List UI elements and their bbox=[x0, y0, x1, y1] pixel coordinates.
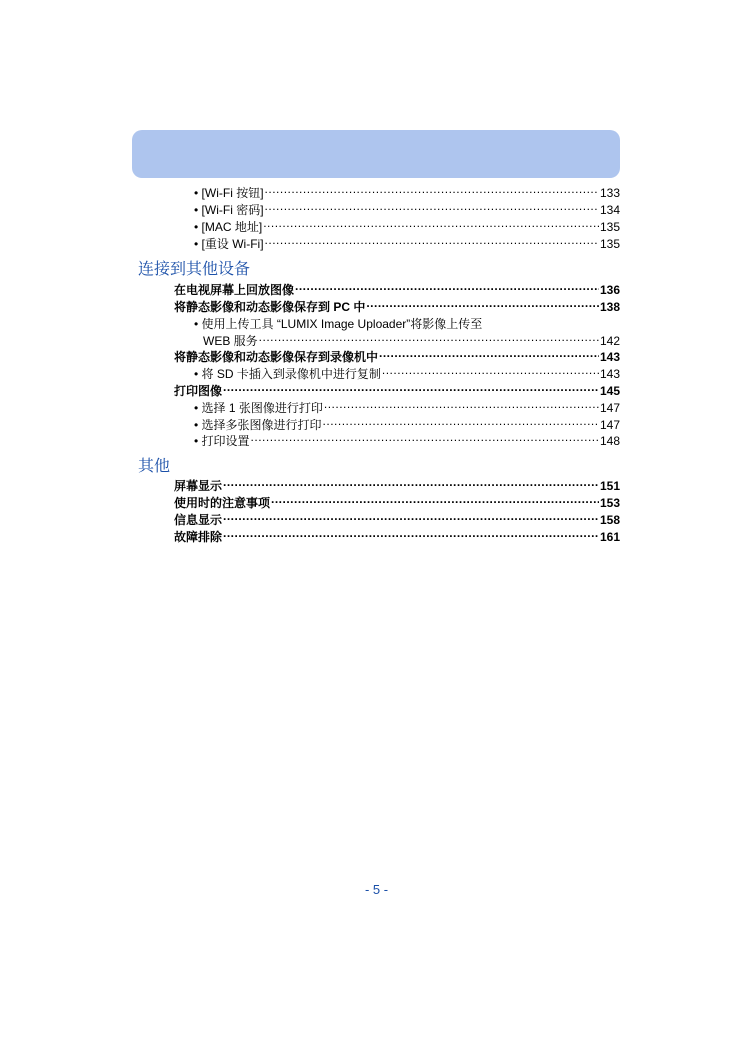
toc-entry-wifi-password[interactable] bbox=[194, 202, 620, 219]
toc-entry-page: 148 bbox=[599, 434, 620, 448]
toc-entry-print-settings[interactable] bbox=[194, 433, 620, 450]
toc-entry-uploader-line1[interactable]: • 使用上传工具 “LUMIX Image Uploader”将影像上传至 bbox=[194, 317, 483, 331]
toc-entry-page: 147 bbox=[599, 401, 620, 415]
toc-entry-label: • [MAC 地址] bbox=[194, 220, 263, 234]
leader-dots bbox=[223, 478, 599, 490]
header-banner bbox=[132, 130, 620, 178]
toc-entry-page: 153 bbox=[599, 496, 620, 510]
toc-entry-label: 信息显示 bbox=[174, 513, 223, 527]
toc-entry-label: 故障排除 bbox=[174, 530, 223, 544]
toc-entry-page: 135 bbox=[599, 237, 620, 251]
toc-entry-page: 138 bbox=[599, 300, 620, 314]
leader-dots bbox=[223, 383, 599, 395]
toc-entry-page: 143 bbox=[599, 350, 620, 364]
toc-entry-wifi-button[interactable] bbox=[194, 185, 620, 202]
toc-entry-label: 将静态影像和动态影像保存到 PC 中 bbox=[174, 300, 366, 314]
toc-entry-sd-copy[interactable] bbox=[194, 366, 620, 383]
toc-entry-page: 136 bbox=[599, 283, 620, 297]
leader-dots bbox=[251, 433, 599, 445]
toc-entry-save-to-recorder[interactable] bbox=[174, 349, 620, 366]
toc-entry-print-images[interactable] bbox=[174, 383, 620, 400]
toc-entry-troubleshooting[interactable] bbox=[174, 529, 620, 546]
leader-dots bbox=[223, 512, 599, 524]
section-title-connect-devices: 连接到其他设备 bbox=[138, 261, 251, 278]
leader-dots bbox=[265, 185, 599, 197]
toc-entry-print-single[interactable] bbox=[194, 400, 620, 417]
toc-entry-label: • [Wi-Fi 密码] bbox=[194, 203, 264, 217]
leader-dots bbox=[223, 529, 599, 541]
leader-dots bbox=[259, 333, 599, 345]
toc-entry-message-display[interactable] bbox=[174, 512, 620, 529]
toc-entry-tv-playback[interactable] bbox=[174, 282, 620, 299]
toc-entry-precautions[interactable] bbox=[174, 495, 620, 512]
toc-entry-page: 142 bbox=[599, 334, 620, 348]
toc-entry-page: 161 bbox=[599, 530, 620, 544]
toc-entry-label: • 选择多张图像进行打印 bbox=[194, 418, 322, 432]
toc-entry-label: 屏幕显示 bbox=[174, 479, 223, 493]
toc-entry-page: 135 bbox=[599, 220, 620, 234]
toc-entry-page: 143 bbox=[599, 367, 620, 381]
section-title-others: 其他 bbox=[138, 458, 171, 475]
leader-dots bbox=[295, 282, 599, 294]
toc-entry-reset-wifi[interactable] bbox=[194, 236, 620, 253]
toc-entry-print-multiple[interactable] bbox=[194, 417, 620, 434]
toc-entry-label: • 选择 1 张图像进行打印 bbox=[194, 401, 323, 415]
leader-dots bbox=[379, 349, 599, 361]
toc-entry-page: 134 bbox=[599, 203, 620, 217]
toc-entry-label: • [重设 Wi-Fi] bbox=[194, 237, 264, 251]
toc-entry-page: 133 bbox=[599, 186, 620, 200]
toc-entry-label: • 将 SD 卡插入到录像机中进行复制 bbox=[194, 367, 381, 381]
toc-entry-page: 147 bbox=[599, 418, 620, 432]
toc-entry-page: 145 bbox=[599, 384, 620, 398]
toc-entry-label: • 打印设置 bbox=[194, 434, 250, 448]
toc-entry-screen-display[interactable] bbox=[174, 478, 620, 495]
leader-dots bbox=[265, 202, 599, 214]
toc-entry-page: 158 bbox=[599, 513, 620, 527]
leader-dots bbox=[324, 400, 599, 412]
leader-dots bbox=[265, 236, 599, 248]
toc-entry-label: 在电视屏幕上回放图像 bbox=[174, 283, 295, 297]
toc-entry-label: 打印图像 bbox=[174, 384, 223, 398]
toc-entry-label: 将静态影像和动态影像保存到录像机中 bbox=[174, 350, 379, 364]
toc-entry-mac-address[interactable] bbox=[194, 219, 620, 236]
page-number: - 5 - bbox=[364, 882, 389, 897]
leader-dots bbox=[366, 299, 599, 311]
toc-entry-page: 151 bbox=[599, 479, 620, 493]
leader-dots bbox=[263, 219, 599, 231]
toc-entry-label: • [Wi-Fi 按钮] bbox=[194, 186, 264, 200]
toc-entry-label: 使用时的注意事项 bbox=[174, 496, 271, 510]
toc-entry-save-to-pc[interactable] bbox=[174, 299, 620, 316]
toc-entry-label: WEB 服务 bbox=[203, 334, 258, 348]
toc-entry-uploader[interactable] bbox=[203, 333, 620, 350]
leader-dots bbox=[323, 417, 599, 429]
leader-dots bbox=[382, 366, 599, 378]
leader-dots bbox=[271, 495, 599, 507]
